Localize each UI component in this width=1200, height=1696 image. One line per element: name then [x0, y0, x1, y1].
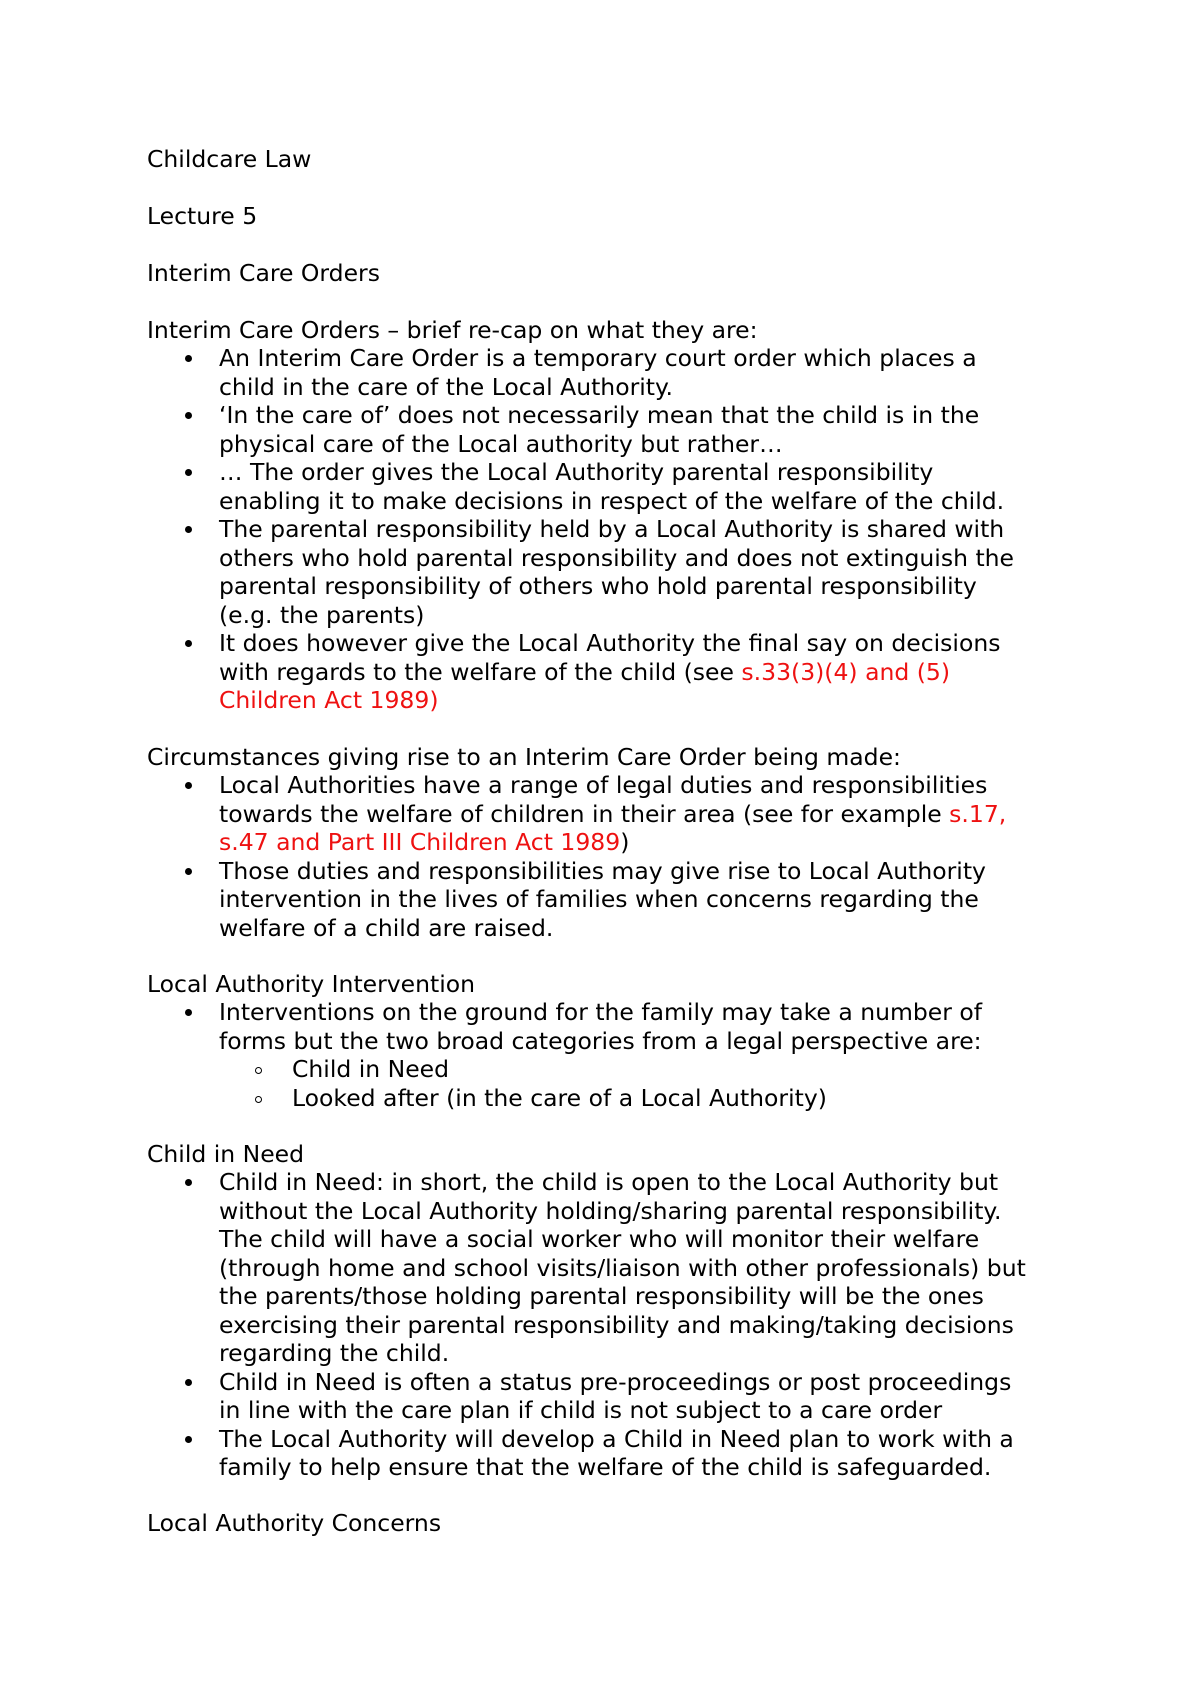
section-heading-recap: Interim Care Orders – brief re-cap on what they are:	[147, 316, 758, 344]
bullet-icon	[185, 868, 192, 875]
list-item: Child in Need	[147, 1055, 982, 1084]
circumstances-bullet-list	[147, 771, 1006, 942]
bullet-icon	[185, 1179, 192, 1186]
bullet-icon	[185, 1379, 192, 1386]
bullet-icon	[185, 1009, 192, 1016]
child-in-need-bullet-list	[147, 1168, 1026, 1482]
list-item: It does however give the Local Authority the final say on decisions with regards to the welfare of the child (see s.33(3)(4) and (5) Children Act 1989)	[147, 629, 1014, 715]
sub-bullet-icon	[255, 1067, 262, 1074]
topic-heading: Interim Care Orders	[147, 259, 380, 287]
list-item: … The order gives the Local Authority parental responsibility enabling it to make decisions in respect of the welfare of the child.	[147, 458, 1014, 515]
intervention-bullet-list	[147, 998, 982, 1112]
statute-citation: s.17,	[949, 799, 1007, 828]
list-item: Interventions on the ground for the family may take a number of forms but the two broad categories from a legal perspective are:	[147, 998, 982, 1055]
list-item: Looked after (in the care of a Local Authority)	[147, 1084, 982, 1113]
section-heading-concerns: Local Authority Concerns	[147, 1509, 442, 1537]
bullet-icon	[185, 640, 192, 647]
list-item: Child in Need: in short, the child is open to the Local Authority but without the Local Authority holding/sharing parental responsibility. The child will have a social worker who will monitor their welfare (through home and school visits/liaison with other professionals) but the parents/those holding parental responsibility will be the ones exercising their parental responsibility and making/taking decisions regarding the child.	[147, 1168, 1026, 1368]
list-item: An Interim Care Order is a temporary court order which places a child in the care of the Local Authority.	[147, 344, 1014, 401]
bullet-icon	[185, 412, 192, 419]
bullet-icon	[185, 526, 192, 533]
section-heading-child-in-need: Child in Need	[147, 1140, 305, 1168]
bullet-icon	[185, 469, 192, 476]
list-item: The parental responsibility held by a Local Authority is shared with others who hold parental responsibility and does not extinguish the parental responsibility of others who hold parental responsibility (e.g. the parents)	[147, 515, 1014, 629]
document-title: Childcare Law	[147, 145, 312, 173]
bullet-icon	[185, 355, 192, 362]
list-item: ‘In the care of’ does not necessarily mean that the child is in the physical care of the Local authority but rather…	[147, 401, 1014, 458]
list-item: Child in Need is often a status pre-proceedings or post proceedings in line with the care plan if child is not subject to a care order	[147, 1368, 1026, 1425]
statute-citation: s.47 and Part III Children Act 1989	[219, 828, 621, 856]
lecture-number: Lecture 5	[147, 202, 258, 230]
statute-citation: s.33(3)(4) and (5)	[741, 657, 951, 686]
bullet-icon	[185, 782, 192, 789]
statute-citation: Children Act 1989)	[219, 686, 439, 714]
list-item: Local Authorities have a range of legal duties and responsibilities towards the welfare of children in their area (see for example s.17, s.47 and Part III Children Act 1989)	[147, 771, 1006, 857]
recap-bullet-list	[147, 344, 1014, 715]
section-heading-circumstances: Circumstances giving rise to an Interim Care Order being made:	[147, 743, 901, 771]
sub-bullet-icon	[255, 1096, 262, 1103]
list-item: The Local Authority will develop a Child in Need plan to work with a family to help ensure that the welfare of the child is safeguarded.	[147, 1425, 1026, 1482]
section-heading-intervention: Local Authority Intervention	[147, 970, 476, 998]
list-item: Those duties and responsibilities may give rise to Local Authority intervention in the lives of families when concerns regarding the welfare of a child are raised.	[147, 857, 1006, 943]
bullet-icon	[185, 1436, 192, 1443]
